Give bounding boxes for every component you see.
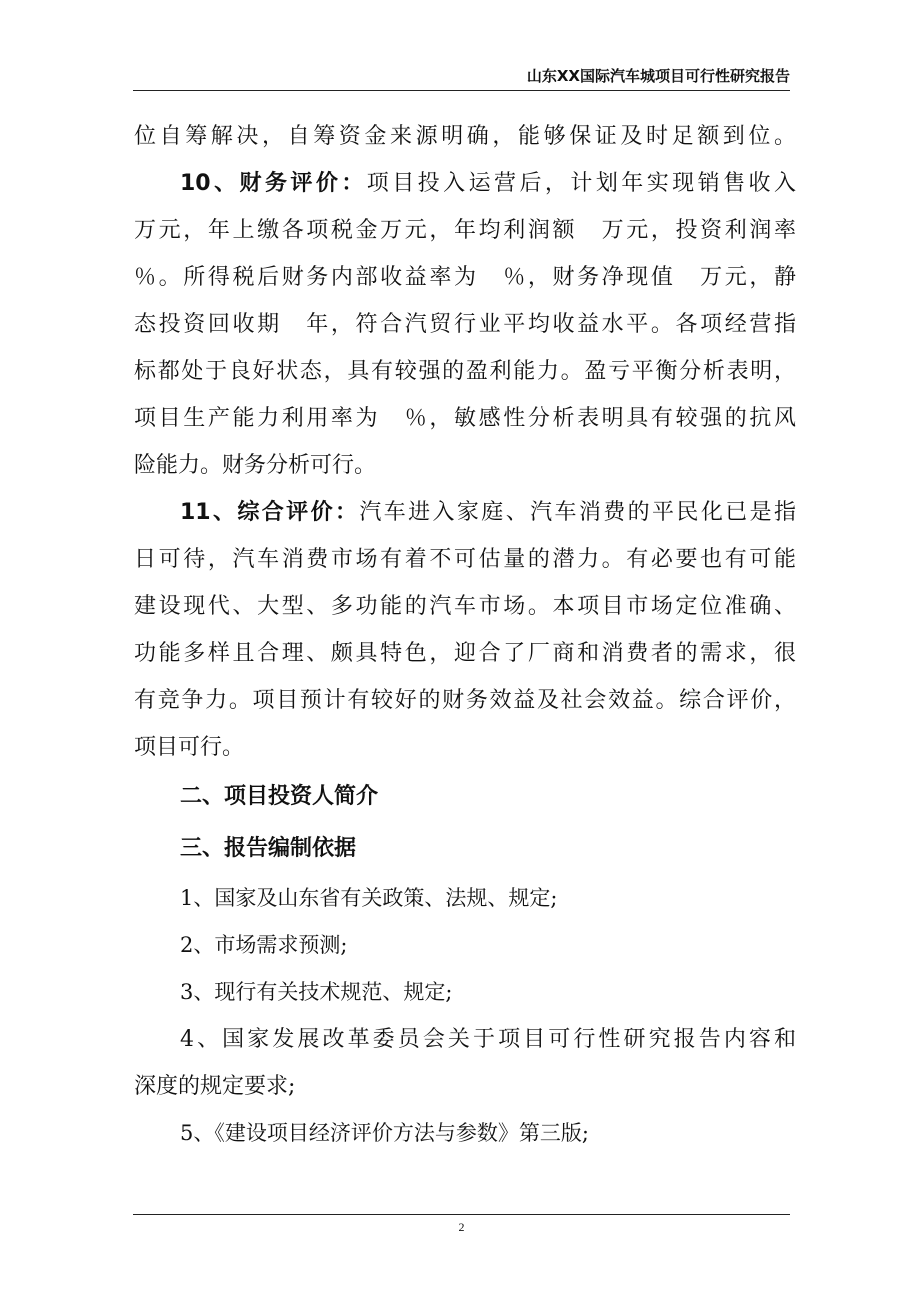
section-heading-investor: 二、项目投资人简介 (180, 784, 379, 809)
paragraph-line: 建设现代、大型、多功能的汽车市场。本项目市场定位准确、 (134, 594, 796, 619)
list-item: 1、国家及山东省有关政策、法规、规定; (180, 886, 558, 910)
footer-divider (133, 1214, 790, 1215)
paragraph-line: ％。所得税后财务内部收益率为 ％，财务净现值 万元，静 (134, 265, 796, 290)
section-10-first-line (134, 160, 796, 207)
list-item: 2、市场需求预测; (180, 933, 348, 957)
section-heading-basis: 三、报告编制依据 (180, 836, 357, 861)
paragraph-line: 态投资回收期 年，符合汽贸行业平均收益水平。各项经营指 (134, 312, 796, 337)
list-item-continuation: 深度的规定要求; (134, 1074, 296, 1099)
list-item: 3、现行有关技术规范、规定; (180, 980, 453, 1004)
document-body (134, 113, 796, 1157)
paragraph-line: 日可待，汽车消费市场有着不可估量的潜力。有必要也有可能 (134, 547, 796, 572)
section-11-text: 汽车进入家庭、汽车消费的平民化已是指 (359, 500, 796, 525)
list-item: 4、国家发展改革委员会关于项目可行性研究报告内容和 (180, 1027, 796, 1052)
header-divider (133, 90, 790, 91)
paragraph-line: 位自筹解决，自筹资金来源明确，能够保证及时足额到位。 (134, 124, 796, 149)
page-number: 2 (458, 1220, 465, 1234)
paragraph-line: 万元，年上缴各项税金万元，年均利润额 万元，投资利润率 (134, 218, 796, 243)
paragraph-line: 功能多样且合理、颇具特色，迎合了厂商和消费者的需求，很 (134, 641, 796, 666)
paragraph-line: 险能力。财务分析可行。 (134, 453, 377, 478)
section-11-first-line (134, 489, 796, 536)
section-10-text: 项目投入运营后，计划年实现销售收入 (366, 171, 796, 196)
paragraph-line: 标都处于良好状态，具有较强的盈利能力。盈亏平衡分析表明， (134, 359, 796, 384)
list-item: 5、《建设项目经济评价方法与参数》第三版; (180, 1121, 589, 1145)
paragraph-line: 项目生产能力利用率为 ％，敏感性分析表明具有较强的抗风 (134, 406, 796, 431)
section-11-label: 11、综合评价： (180, 500, 360, 525)
page-header-title: 山东XX国际汽车城项目可行性研究报告 (526, 67, 790, 85)
paragraph-line: 有竞争力。项目预计有较好的财务效益及社会效益。综合评价， (134, 688, 796, 713)
section-10-label: 10、财务评价： (180, 171, 367, 196)
paragraph-line: 项目可行。 (134, 735, 245, 760)
